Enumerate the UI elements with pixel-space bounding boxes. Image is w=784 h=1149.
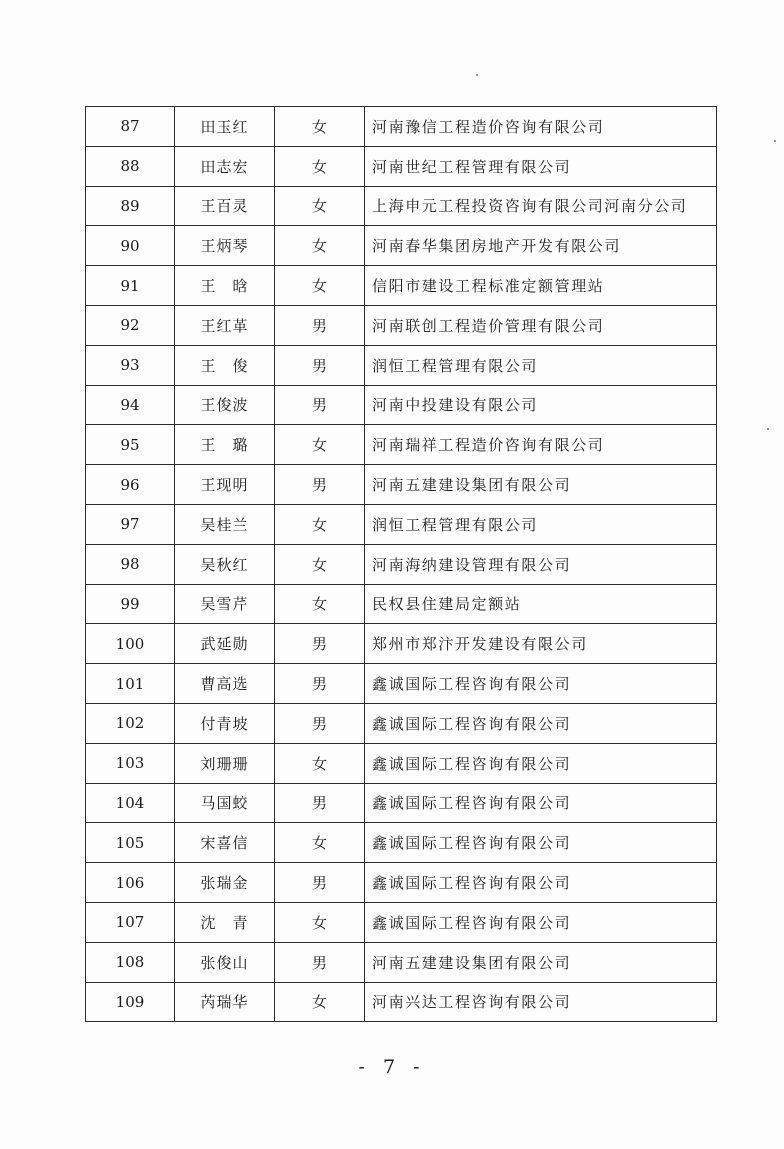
person-name: 王百灵 <box>175 186 275 226</box>
table-row <box>86 982 717 1022</box>
organization-name: 鑫诚国际工程咨询有限公司 <box>365 823 717 863</box>
person-name: 王俊波 <box>175 385 275 425</box>
person-name: 田志宏 <box>175 146 275 186</box>
table-row <box>86 266 717 306</box>
person-gender: 女 <box>275 266 365 306</box>
organization-name: 鑫诚国际工程咨询有限公司 <box>365 743 717 783</box>
table-row <box>86 783 717 823</box>
row-number: 95 <box>86 425 175 465</box>
person-gender: 男 <box>275 385 365 425</box>
person-gender: 女 <box>275 107 365 147</box>
person-name: 付青坡 <box>175 703 275 743</box>
organization-name: 鑫诚国际工程咨询有限公司 <box>365 664 717 704</box>
table-row <box>86 863 717 903</box>
organization-name: 河南五建建设集团有限公司 <box>365 942 717 982</box>
table-row <box>86 743 717 783</box>
row-number: 101 <box>86 664 175 704</box>
organization-name: 河南海纳建设管理有限公司 <box>365 544 717 584</box>
organization-name: 民权县住建局定额站 <box>365 584 717 624</box>
personnel-table <box>85 106 717 1022</box>
row-number: 108 <box>86 942 175 982</box>
table-row <box>86 345 717 385</box>
personnel-table-body <box>86 107 717 1022</box>
organization-name: 润恒工程管理有限公司 <box>365 345 717 385</box>
organization-name: 润恒工程管理有限公司 <box>365 504 717 544</box>
person-gender: 男 <box>275 942 365 982</box>
person-name: 芮瑞华 <box>175 982 275 1022</box>
person-name: 沈 青 <box>175 902 275 942</box>
organization-name: 河南世纪工程管理有限公司 <box>365 146 717 186</box>
person-name: 吴桂兰 <box>175 504 275 544</box>
page-number: - 7 - <box>358 1056 426 1078</box>
person-gender: 男 <box>275 345 365 385</box>
person-gender: 男 <box>275 664 365 704</box>
row-number: 104 <box>86 783 175 823</box>
table-row <box>86 544 717 584</box>
person-gender: 男 <box>275 624 365 664</box>
organization-name: 鑫诚国际工程咨询有限公司 <box>365 863 717 903</box>
person-name: 王现明 <box>175 465 275 505</box>
person-name: 田玉红 <box>175 107 275 147</box>
person-gender: 女 <box>275 823 365 863</box>
person-gender: 女 <box>275 186 365 226</box>
row-number: 107 <box>86 902 175 942</box>
person-gender: 女 <box>275 146 365 186</box>
row-number: 97 <box>86 504 175 544</box>
row-number: 99 <box>86 584 175 624</box>
organization-name: 鑫诚国际工程咨询有限公司 <box>365 783 717 823</box>
table-row <box>86 385 717 425</box>
table-row <box>86 226 717 266</box>
row-number: 94 <box>86 385 175 425</box>
organization-name: 河南五建建设集团有限公司 <box>365 465 717 505</box>
table-row <box>86 942 717 982</box>
organization-name: 河南豫信工程造价咨询有限公司 <box>365 107 717 147</box>
scan-speck <box>476 74 478 76</box>
person-name: 曹高选 <box>175 664 275 704</box>
table-row <box>86 465 717 505</box>
table-row <box>86 305 717 345</box>
organization-name: 河南春华集团房地产开发有限公司 <box>365 226 717 266</box>
table-row <box>86 902 717 942</box>
row-number: 88 <box>86 146 175 186</box>
person-gender: 女 <box>275 226 365 266</box>
organization-name: 信阳市建设工程标准定额管理站 <box>365 266 717 306</box>
person-gender: 女 <box>275 982 365 1022</box>
table-row <box>86 624 717 664</box>
table-row <box>86 425 717 465</box>
organization-name: 河南瑞祥工程造价咨询有限公司 <box>365 425 717 465</box>
person-gender: 女 <box>275 584 365 624</box>
person-name: 吴秋红 <box>175 544 275 584</box>
person-name: 武延勋 <box>175 624 275 664</box>
table-row <box>86 186 717 226</box>
person-gender: 女 <box>275 425 365 465</box>
person-gender: 男 <box>275 863 365 903</box>
row-number: 91 <box>86 266 175 306</box>
person-name: 王炳琴 <box>175 226 275 266</box>
row-number: 90 <box>86 226 175 266</box>
person-name: 吴雪芹 <box>175 584 275 624</box>
person-gender: 女 <box>275 544 365 584</box>
table-row <box>86 107 717 147</box>
person-gender: 男 <box>275 703 365 743</box>
person-name: 马国蛟 <box>175 783 275 823</box>
row-number: 87 <box>86 107 175 147</box>
person-gender: 女 <box>275 504 365 544</box>
person-gender: 女 <box>275 902 365 942</box>
person-name: 王红革 <box>175 305 275 345</box>
person-name: 张瑞金 <box>175 863 275 903</box>
row-number: 96 <box>86 465 175 505</box>
organization-name: 河南兴达工程咨询有限公司 <box>365 982 717 1022</box>
row-number: 103 <box>86 743 175 783</box>
table-row <box>86 823 717 863</box>
row-number: 100 <box>86 624 175 664</box>
person-name: 张俊山 <box>175 942 275 982</box>
table-row <box>86 146 717 186</box>
person-gender: 女 <box>275 743 365 783</box>
organization-name: 上海申元工程投资咨询有限公司河南分公司 <box>365 186 717 226</box>
row-number: 98 <box>86 544 175 584</box>
row-number: 109 <box>86 982 175 1022</box>
organization-name: 河南中投建设有限公司 <box>365 385 717 425</box>
scan-speck <box>767 428 769 430</box>
row-number: 105 <box>86 823 175 863</box>
person-gender: 男 <box>275 783 365 823</box>
person-gender: 男 <box>275 465 365 505</box>
person-name: 王 俊 <box>175 345 275 385</box>
row-number: 93 <box>86 345 175 385</box>
row-number: 106 <box>86 863 175 903</box>
row-number: 102 <box>86 703 175 743</box>
table-row <box>86 584 717 624</box>
person-name: 宋喜信 <box>175 823 275 863</box>
organization-name: 鑫诚国际工程咨询有限公司 <box>365 703 717 743</box>
row-number: 92 <box>86 305 175 345</box>
organization-name: 鑫诚国际工程咨询有限公司 <box>365 902 717 942</box>
table-row <box>86 504 717 544</box>
person-name: 刘珊珊 <box>175 743 275 783</box>
row-number: 89 <box>86 186 175 226</box>
organization-name: 河南联创工程造价管理有限公司 <box>365 305 717 345</box>
table-row <box>86 664 717 704</box>
table-row <box>86 703 717 743</box>
person-name: 王 璐 <box>175 425 275 465</box>
organization-name: 郑州市郑汴开发建设有限公司 <box>365 624 717 664</box>
person-gender: 男 <box>275 305 365 345</box>
scan-speck <box>774 140 776 142</box>
person-name: 王 晗 <box>175 266 275 306</box>
